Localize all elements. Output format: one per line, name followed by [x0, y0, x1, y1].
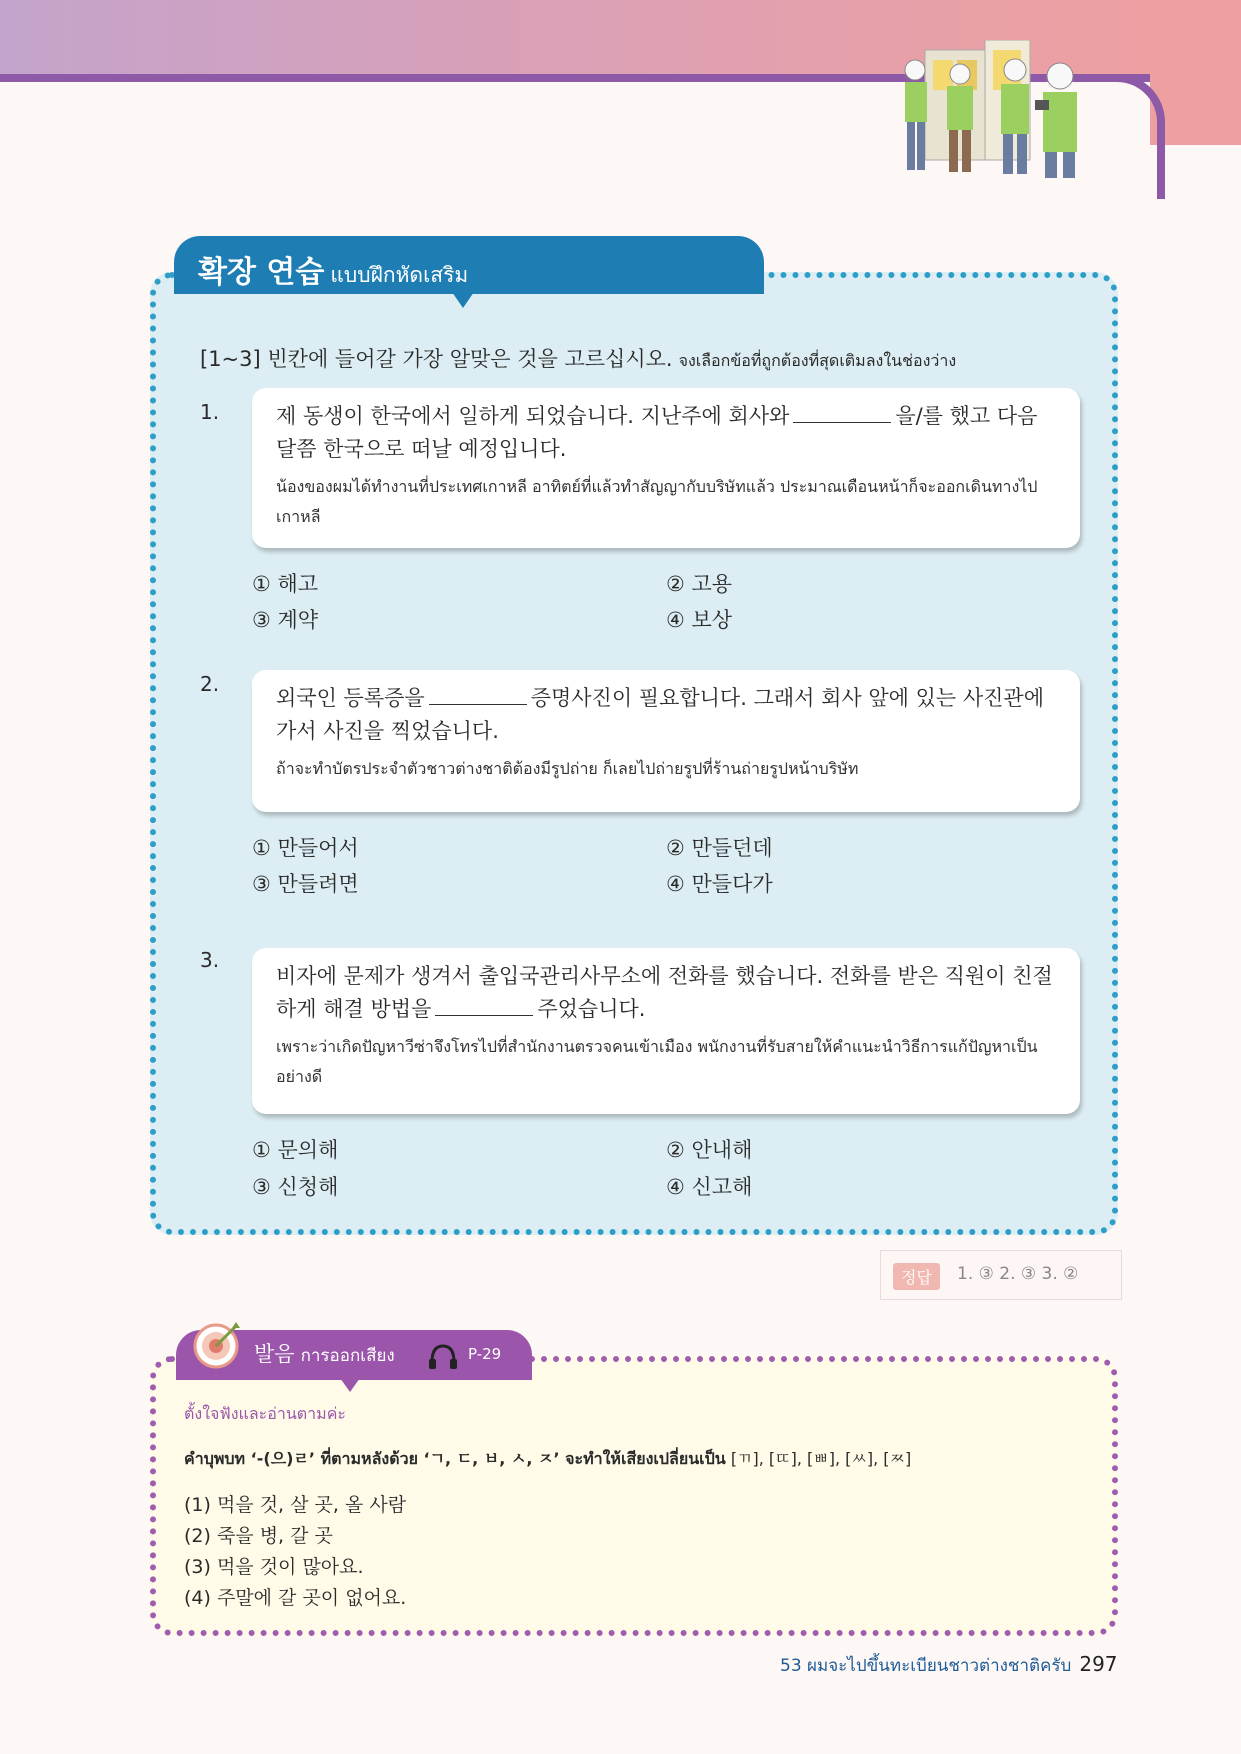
- question-1-option-2[interactable]: ② 고용: [666, 572, 733, 596]
- question-2-text-before: 외국인 등록증을: [276, 686, 425, 710]
- headphone-icon[interactable]: [428, 1342, 458, 1370]
- pronunciation-title-ko: 발음: [254, 1342, 295, 1366]
- question-3-text-after: 주었습니다.: [537, 997, 646, 1021]
- header-curve: [1095, 74, 1165, 199]
- question-2-card: [252, 670, 1080, 812]
- answer-label: 정답: [893, 1263, 940, 1290]
- pronunciation-item-4: (4) 주말에 갈 곳이 없어요.: [184, 1587, 407, 1609]
- question-3-option-4[interactable]: ④ 신고해: [666, 1175, 753, 1199]
- instruction-ko: [1~3] 빈칸에 들어갈 가장 알맞은 것을 고르십시오.: [200, 347, 673, 371]
- question-1-card: [252, 388, 1080, 548]
- pronunciation-rule-suffix: [ㄲ], [ㄸ], [ㅃ], [ㅆ], [ㅉ]: [730, 1449, 912, 1468]
- page-number: 297: [1079, 1652, 1118, 1676]
- question-2-blank[interactable]: [429, 686, 527, 705]
- question-2-option-1[interactable]: ① 만들어서: [252, 836, 359, 860]
- exercise-instruction: [200, 343, 956, 374]
- answer-text: 1. ③ 2. ③ 3. ②: [957, 1264, 1079, 1284]
- pronunciation-item-2: (2) 죽을 병, 갈 곳: [184, 1525, 333, 1547]
- pronunciation-tab-notch: [340, 1378, 360, 1392]
- question-1-option-3[interactable]: ③ 계약: [252, 608, 319, 632]
- question-3-thai: เพราะว่าเกิดปัญหาวีซ่าจึงโทรไปที่สำนักงานตรวจคนเข้าเมือง พนักงานที่รับสายให้คำแนะนำวิธีการแก้ปัญหาเป็นอย่างดี: [276, 1037, 1038, 1086]
- question-1-option-4[interactable]: ④ 보상: [666, 608, 733, 632]
- question-2-option-3[interactable]: ③ 만들려면: [252, 872, 359, 896]
- question-3-blank[interactable]: [435, 997, 533, 1016]
- question-1-text-before: 제 동생이 한국에서 일하게 되었습니다. 지난주에 회사와: [276, 404, 790, 428]
- question-2-text: [276, 682, 1056, 748]
- exercise-title-ko: 확장 연습: [198, 255, 325, 290]
- question-3-card: [252, 948, 1080, 1114]
- target-icon: [192, 1320, 242, 1370]
- pronunciation-rule-prefix: คำบุพบท ‘-(으)ㄹ’ ที่ตามหลังด้วย ‘ㄱ, ㄷ, ㅂ, ㅅ, ㅈ’ จะทำให้เสียงเปลี่ยนเป็น: [184, 1449, 726, 1468]
- exercise-tab-notch: [452, 292, 474, 308]
- question-3-text-before: 비자에 문제가 생겨서 출입국관리사무소에 전화를 했습니다. 전화를 받은 직원이 친절하게 해결 방법을: [276, 964, 1053, 1021]
- question-1-number: 1.: [200, 400, 220, 424]
- question-2-number: 2.: [200, 672, 220, 696]
- pronunciation-rule: [184, 1446, 911, 1472]
- question-3-number: 3.: [200, 948, 220, 972]
- pronunciation-item-3: (3) 먹을 것이 많아요.: [184, 1556, 364, 1578]
- pronunciation-instruction: ตั้งใจฟังและอ่านตามค่ะ: [184, 1404, 346, 1423]
- question-3-text: [276, 960, 1056, 1026]
- exercise-title-th: แบบฝึกหัดเสริม: [330, 263, 469, 287]
- pronunciation-title-th: การออกเสียง: [300, 1346, 395, 1366]
- page-footer: [780, 1652, 1118, 1679]
- footer-chapter: 53 ผมจะไปขึ้นทะเบียนชาวต่างชาติครับ: [780, 1656, 1072, 1676]
- instruction-th: จงเลือกข้อที่ถูกต้องที่สุดเติมลงในช่องว่าง: [678, 351, 957, 370]
- answer-key: [880, 1250, 1122, 1300]
- question-3-option-3[interactable]: ③ 신청해: [252, 1175, 339, 1199]
- audio-page-ref[interactable]: P-29: [468, 1345, 502, 1363]
- question-1-text-after: 을/를 했고 다음 달쯤 한국으로 떠날 예정입니다.: [276, 404, 1038, 461]
- pronunciation-item-1: (1) 먹을 것, 살 곳, 올 사람: [184, 1494, 407, 1516]
- question-3-option-1[interactable]: ① 문의해: [252, 1138, 339, 1162]
- question-2-text-after: 증명사진이 필요합니다. 그래서 회사 앞에 있는 사진관에 가서 사진을 찍었습니다.: [276, 686, 1044, 743]
- pronunciation-title: [254, 1338, 395, 1369]
- workers-illustration: [885, 40, 1095, 190]
- question-2-thai: ถ้าจะทำบัตรประจำตัวชาวต่างชาติต้องมีรูปถ่าย ก็เลยไปถ่ายรูปที่ร้านถ่ายรูปหน้าบริษัท: [276, 759, 859, 778]
- question-1-blank[interactable]: [793, 404, 891, 423]
- question-1-thai: น้องของผมได้ทำงานที่ประเทศเกาหลี อาทิตย์ที่แล้วทำสัญญากับบริษัทแล้ว ประมาณเดือนหน้าก็จะออกเดินทางไปเกาหลี: [276, 477, 1038, 526]
- question-2-option-4[interactable]: ④ 만들다가: [666, 872, 773, 896]
- question-2-option-2[interactable]: ② 만들던데: [666, 836, 773, 860]
- question-1-text: [276, 400, 1056, 466]
- question-3-option-2[interactable]: ② 안내해: [666, 1138, 753, 1162]
- question-1-option-1[interactable]: ① 해고: [252, 572, 319, 596]
- exercise-title: [198, 247, 468, 292]
